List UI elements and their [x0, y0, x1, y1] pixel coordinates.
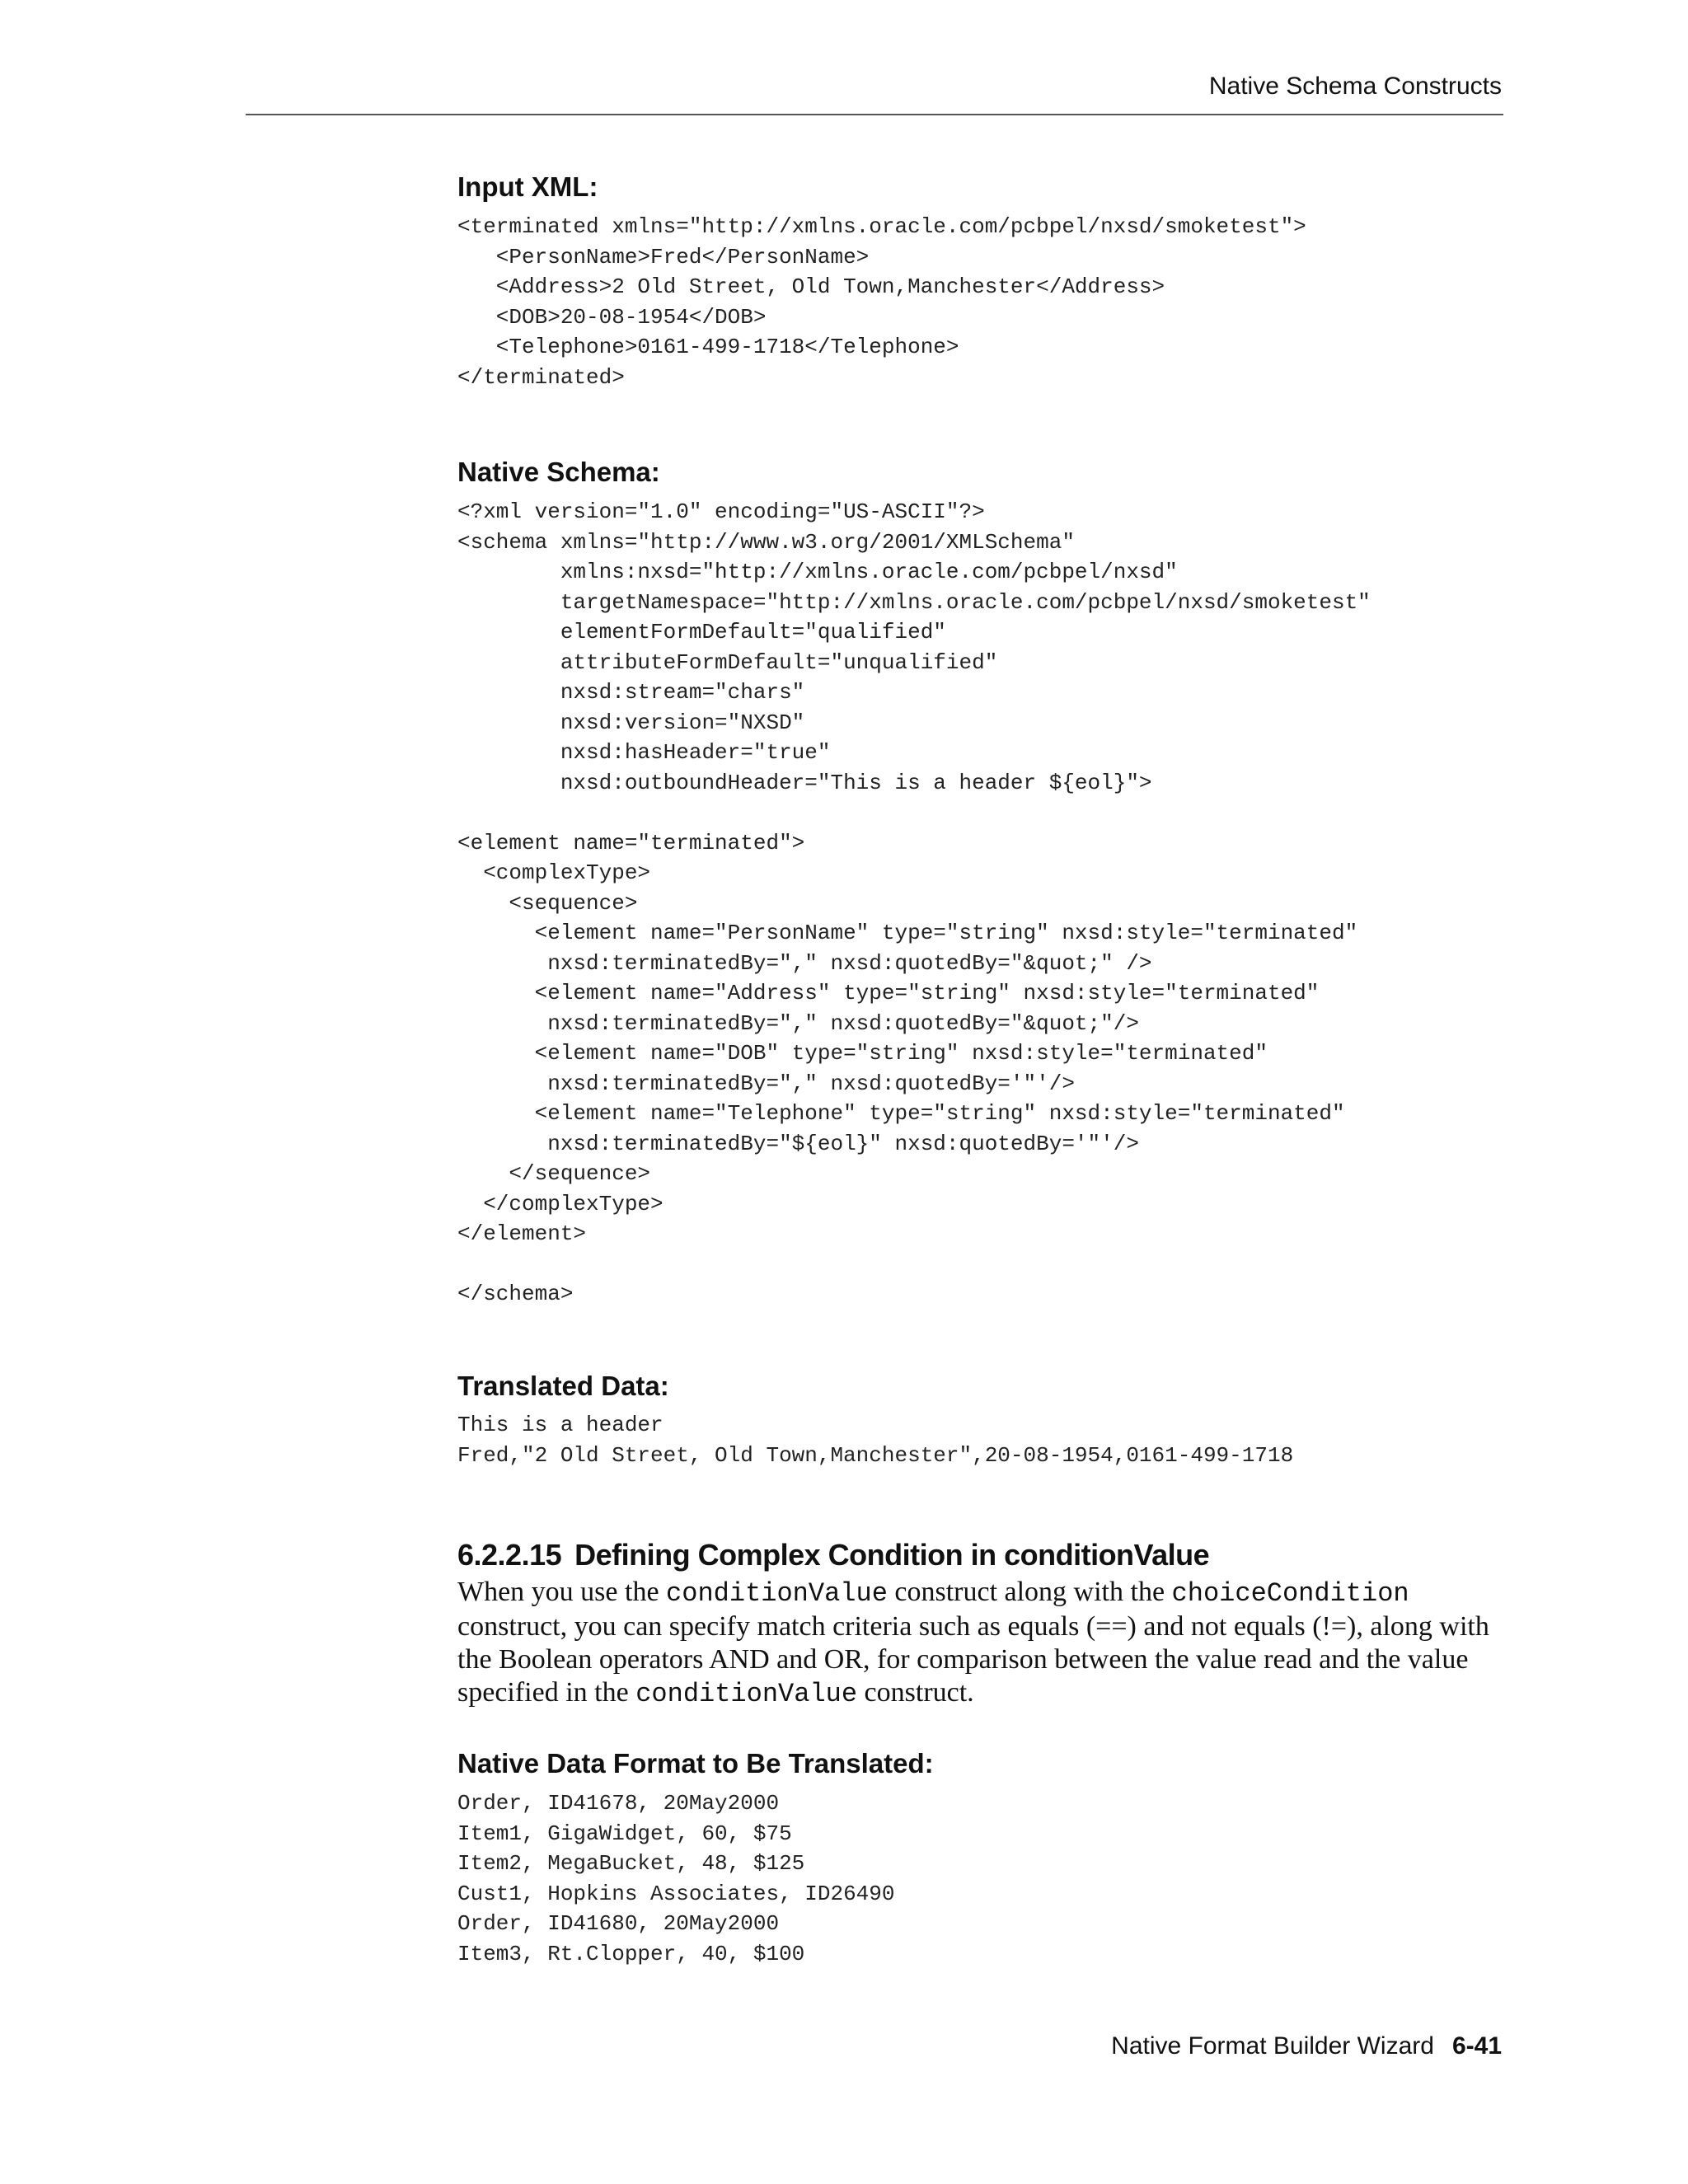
translated-data-heading: Translated Data: [457, 1371, 669, 1401]
page-number: 6-41 [1451, 2032, 1502, 2060]
translated-data-code-block: This is a header Fred,"2 Old Street, Old Town,Manchester",20-08-1954,0161-499-1718 [457, 1413, 1294, 1468]
input-xml-code-block: <terminated xmlns="http://xmlns.oracle.com/pcbpel/nxsd/smoketest"> <PersonName>Fred</PersonName> <Address>2 Old Street, Old Town,Manchester</Address> <DOB>20-08-1954</DOB> <Telephone>0161-499-1718</Telephone> </terminated> [457, 214, 1306, 390]
para-text-3: construct, you can specify match criteria such as equals (==) and not equals (!=), along with the Boolean operators AND and OR, for comparison between the value read and the value specified in the [457, 1611, 1489, 1708]
para-text-2: construct along with the [887, 1577, 1172, 1607]
native-data-format-code-block: Order, ID41678, 20May2000 Item1, GigaWidget, 60, $75 Item2, MegaBucket, 48, $125 Cust1, Hopkins Associates, ID26490 Order, ID41680, 20May2000 Item3, Rt.Clopper, 40, $100 [457, 1791, 895, 1966]
section-title [457, 1538, 1209, 1572]
input-xml-heading: Input XML: [457, 171, 598, 202]
para-code-choice-condition: choiceCondition [1171, 1578, 1409, 1609]
para-text-4: construct. [857, 1677, 974, 1708]
para-code-condition-value-2: conditionValue [635, 1679, 858, 1709]
native-data-format-heading: Native Data Format to Be Translated: [457, 1748, 934, 1779]
section-title-text: Defining Complex Condition in conditionValue [574, 1538, 1210, 1572]
page-footer [495, 2032, 1502, 2060]
para-code-condition-value: conditionValue [666, 1578, 888, 1609]
section-number: 6.2.2.15 [457, 1538, 562, 1572]
para-text-1: When you use the [457, 1577, 667, 1607]
footer-title: Native Format Builder Wizard [1111, 2032, 1434, 2060]
running-header: Native Schema Constructs [1208, 73, 1502, 100]
native-schema-code-block: <?xml version="1.0" encoding="US-ASCII"?> <schema xmlns="http://www.w3.org/2001/XMLSchema" xmlns:nxsd="http://xmlns.oracle.com/pcbpel/nxsd" targetNamespace="http://xmlns.oracle.com/pcbpel/nxsd/smoketest" elementFormDefault="qualified" attributeFormDefault="unqualified" nxsd:stream="chars" nxsd:version="NXSD" nxsd:hasHeader="true" nxsd:outboundHeader="This is a header ${eol}"> <element name="terminated"> <complexType> <sequence> <element name="PersonName" type="string" nxsd:style="terminated" nxsd:terminatedBy="," nxsd:quotedBy="&quot;" /> <element name="Address" type="string" nxsd:style="terminated" nxsd:terminatedBy="," nxsd:quotedBy="&quot;"/> <element name="DOB" type="string" nxsd:style="terminated" nxsd:terminatedBy="," nxsd:quotedBy='"'/> <element name="Telephone" type="string" nxsd:style="terminated" nxsd:terminatedBy="${eol}" nxsd:quotedBy='"'/> </sequence> </complexType> </element> </schema> [457, 499, 1371, 1306]
native-schema-heading: Native Schema: [457, 457, 660, 487]
body-paragraph [457, 1576, 1504, 1711]
header-divider [246, 114, 1503, 115]
